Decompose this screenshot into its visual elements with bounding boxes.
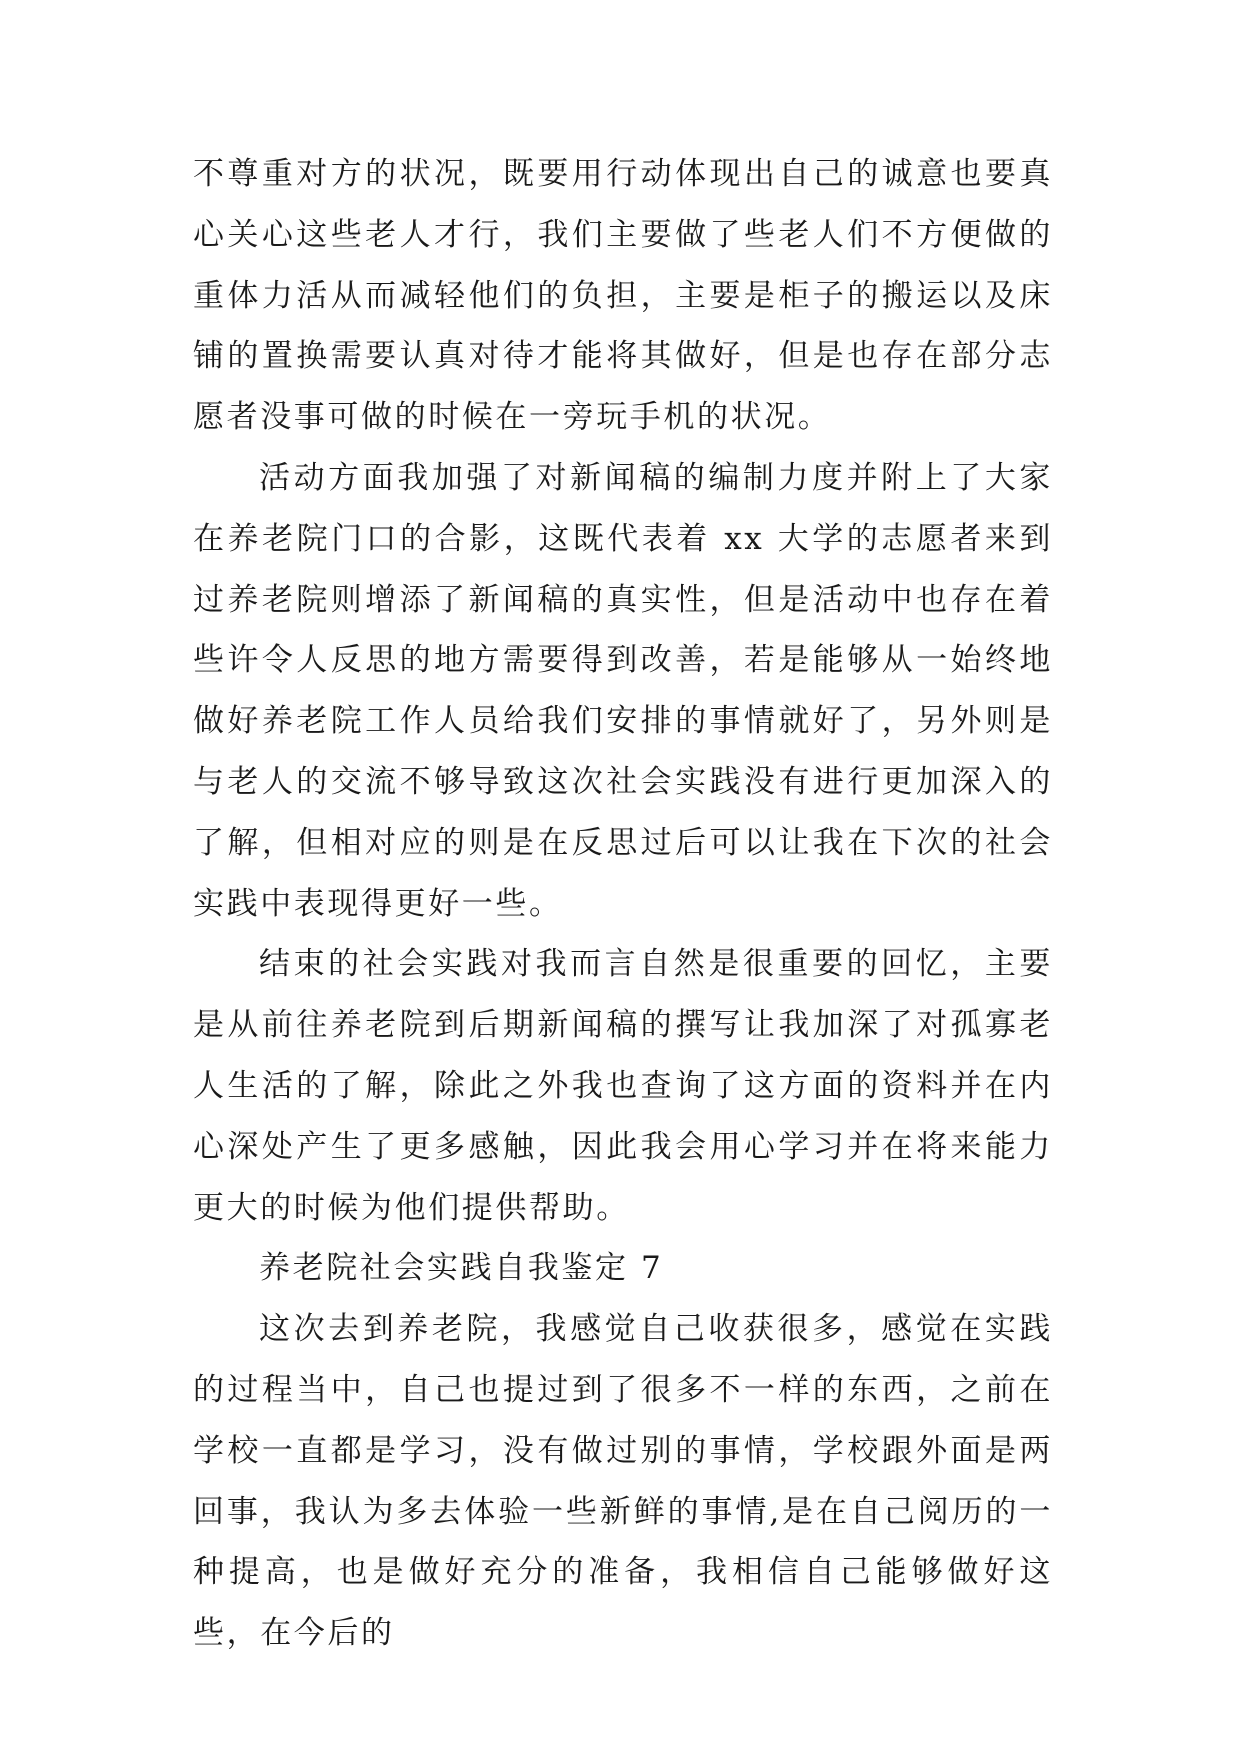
paragraph-activity: 活动方面我加强了对新闻稿的编制力度并附上了大家在养老院门口的合影，这既代表着 xx 大学的志愿者来到过养老院则增添了新闻稿的真实性，但是活动中也存在着些许令人反思的地方需要得到改善，若是能够从一始终地做好养老院工作人员给我们安排的事情就好了，另外则是与老人的交流不够导致这次社会实践没有进行更加深入的了解，但相对应的则是在反思过后可以让我在下次的社会实践中表现得更好一些。: [193, 459, 1053, 922]
paragraph-section-7: 这次去到养老院，我感觉自己收获很多，感觉在实践的过程当中，自己也提过到了很多不一样的东西，之前在学校一直都是学习，没有做过别的事情，学校跟外面是两回事，我认为多去体验一些新鲜的事情,是在自己阅历的一种提高，也是做好充分的准备，我相信自己能够做好这些，在今后的: [193, 1311, 1053, 1652]
paragraph-conclusion: 结束的社会实践对我而言自然是很重要的回忆，主要是从前往养老院到后期新闻稿的撰写让我加深了对孤寡老人生活的了解，除此之外我也查询了这方面的资料并在内心深处产生了更多感触，因此我会用心学习并在将来能力更大的时候为他们提供帮助。: [193, 946, 1053, 1226]
document-body: [193, 144, 1053, 1664]
paragraph-continued: 不尊重对方的状况，既要用行动体现出自己的诚意也要真心关心这些老人才行，我们主要做了些老人们不方便做的重体力活从而减轻他们的负担，主要是柜子的搬运以及床铺的置换需要认真对待才能将其做好，但是也存在部分志愿者没事可做的时候在一旁玩手机的状况。: [193, 156, 1053, 436]
section-title: 养老院社会实践自我鉴定 7: [259, 1250, 664, 1287]
